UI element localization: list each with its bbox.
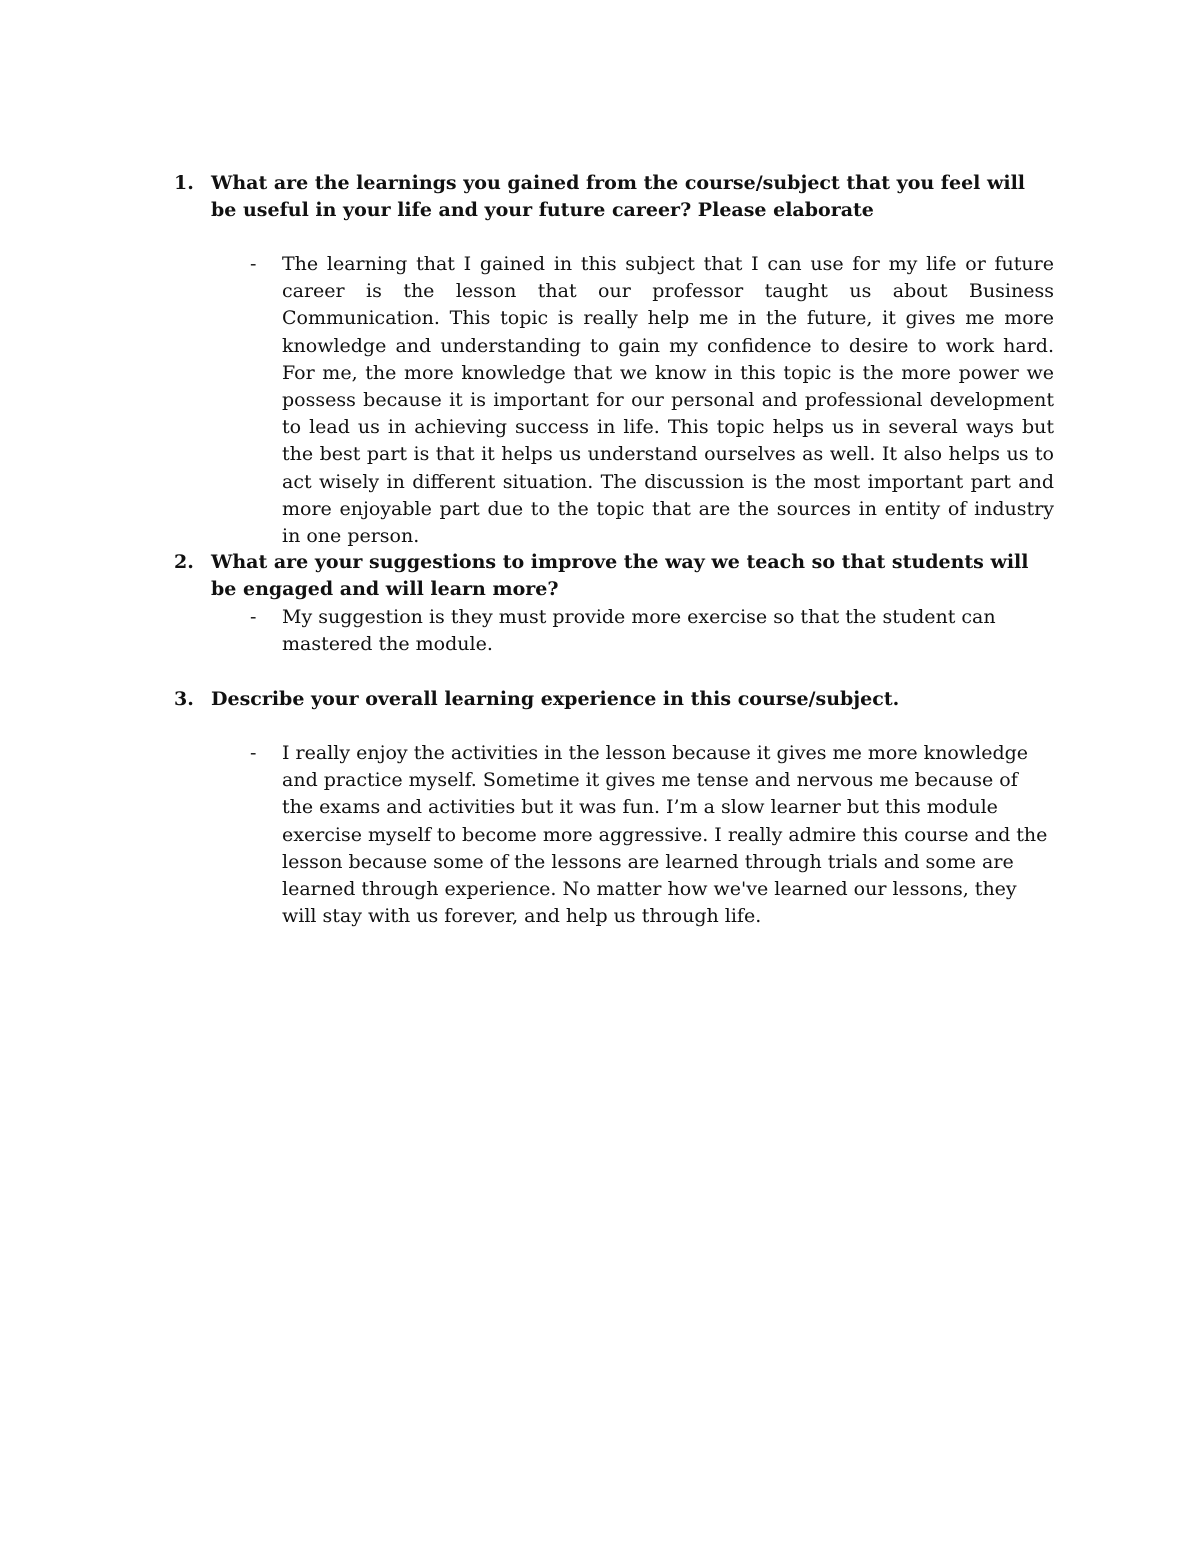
question-heading xyxy=(174,549,1054,603)
question-block-1 xyxy=(174,170,1054,550)
bullet-dash: - xyxy=(250,742,257,764)
answer-item xyxy=(250,604,1054,658)
question-number: 1. xyxy=(174,172,194,194)
answer-text: My suggestion is they must provide more exercise so that the student can mastered the module. xyxy=(282,606,996,656)
question-number: 3. xyxy=(174,688,194,710)
question-block-2 xyxy=(174,549,1054,658)
question-number: 2. xyxy=(174,551,194,573)
question-heading xyxy=(174,686,1054,713)
question-text: Describe your overall learning experience in this course/subject. xyxy=(211,688,900,710)
answer-text: The learning that I gained in this subject that I can use for my life or future career is the lesson that our professor taught us about Business Communication. This topic is really help me in the future, it gives me more knowledge and understanding to gain my confidence to desire to work hard. For me, the more knowledge that we know in this topic is the more power we possess because it is important for our personal and professional development to lead us in achieving success in life. This topic helps us in several ways but the best part is that it helps us understand ourselves as well. It also helps us to act wisely in different situation. The discussion is the most important part and more enjoyable part due to the topic that are the sources in entity of industry in one person. xyxy=(282,253,1054,548)
question-heading xyxy=(174,170,1054,224)
answer-text: I really enjoy the activities in the lesson because it gives me more knowledge and practice myself. Sometime it gives me tense and nervous me because of the exams and activities but it was fun. I’m a slow learner but this module exercise myself to become more aggressive. I really admire this course and the lesson because some of the lessons are learned through trials and some are learned through experience. No matter how we've learned our lessons, they will stay with us forever, and help us through life. xyxy=(282,742,1048,928)
answer-item xyxy=(250,251,1054,550)
question-text: What are the learnings you gained from the course/subject that you feel will be useful in your life and your future career? Please elaborate xyxy=(211,172,1026,221)
bullet-dash: - xyxy=(250,606,257,628)
answer-item xyxy=(250,740,1054,930)
bullet-dash: - xyxy=(250,253,257,275)
question-text: What are your suggestions to improve the way we teach so that students will be engaged and will learn more? xyxy=(211,551,1029,600)
question-block-3 xyxy=(174,686,1054,930)
